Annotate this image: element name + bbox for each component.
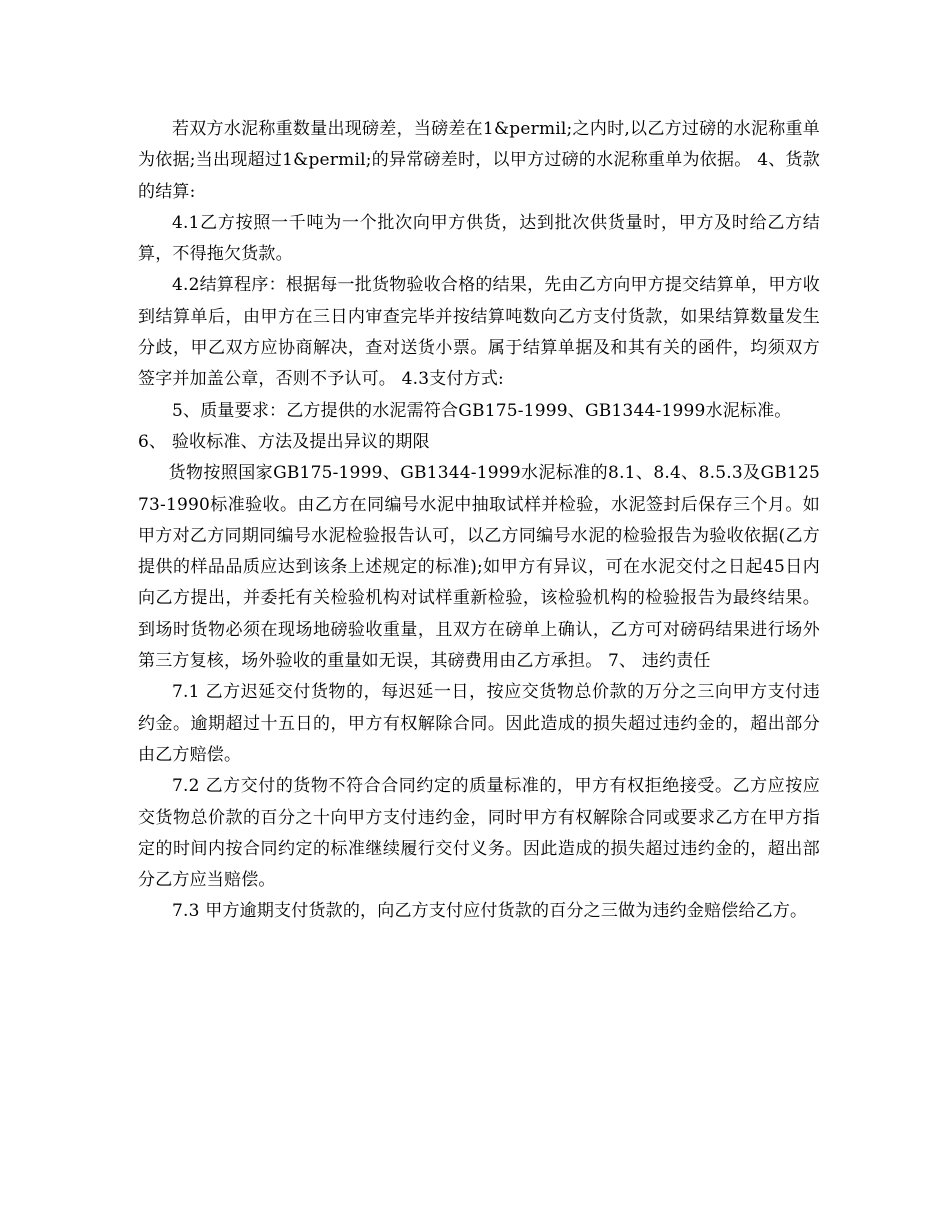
paragraph-4-2: 4.2结算程序：根据每一批货物验收合格的结果，先由乙方向甲方提交结算单，甲方收到结算单后，由甲方在三日内审查完毕并按结算吨数向乙方支付货款，如果结算数量发生分歧，甲乙双方应协商解决，查对送货小票。属于结算单据及和其有关的函件，均须双方签字并加盖公章，否则不予认可。 4.3支付方式: [138,275,820,390]
paragraph-6-heading: 6、 验收标准、方法及提出异议的期限 [138,431,430,452]
paragraph-7-1: 7.1 乙方迟延交付货物的，每迟延一日，按应交货物总价款的万分之三向甲方支付违约金。逾期超过十五日的，甲方有权解除合同。因此造成的损失超过违约金的，超出部分由乙方赔偿。 [138,682,820,765]
paragraph-4-1: 4.1乙方按照一千吨为一个批次向甲方供货，达到批次供货量时，甲方及时给乙方结算，不得拖欠货款。 [138,212,820,265]
paragraph-7-2: 7.2 乙方交付的货物不符合合同约定的质量标准的，甲方有权拒绝接受。乙方应按应交货物总价款的百分之十向甲方支付违约金，同时甲方有权解除合同或要求乙方在甲方指定的时间内按合同约定的标准继续履行交付义务。因此造成的损失超过违约金的，超出部分乙方应当赔偿。 [138,776,820,891]
document-body [138,114,820,928]
paragraph-6-acceptance: 货物按照国家GB175-1999、GB1344-1999水泥标准的8.1、8.4、8.5.3及GB12573-1990标准验收。由乙方在同编号水泥中抽取试样并检验，水泥签封后保存三个月。如甲方对乙方同期同编号水泥检验报告认可，以乙方同编号水泥的检验报告为验收依据(乙方提供的样品品质应达到该条上述规定的标准);如甲方有异议，可在水泥交付之日起45日内向乙方提出，并委托有关检验机构对试样重新检验，该检验机构的检验报告为最终结果。到场时货物必须在现场地磅验收重量，且双方在磅单上确认，乙方可对磅码结果进行场外第三方复核，场外验收的重量如无误，其磅费用由乙方承担。 7、 违约责任 [138,463,820,672]
paragraph-weighing-difference: 若双方水泥称重数量出现磅差，当磅差在1&permil;之内时,以乙方过磅的水泥称重单为依据;当出现超过1&permil;的异常磅差时，以甲方过磅的水泥称重单为依据。 4、货款的结算: [138,119,820,202]
paragraph-5-quality: 5、质量要求：乙方提供的水泥需符合GB175-1999、GB1344-1999水泥标准。 [172,400,792,421]
paragraph-7-3: 7.3 甲方逾期支付货款的，向乙方支付应付货款的百分之三做为违约金赔偿给乙方。 [172,901,808,922]
